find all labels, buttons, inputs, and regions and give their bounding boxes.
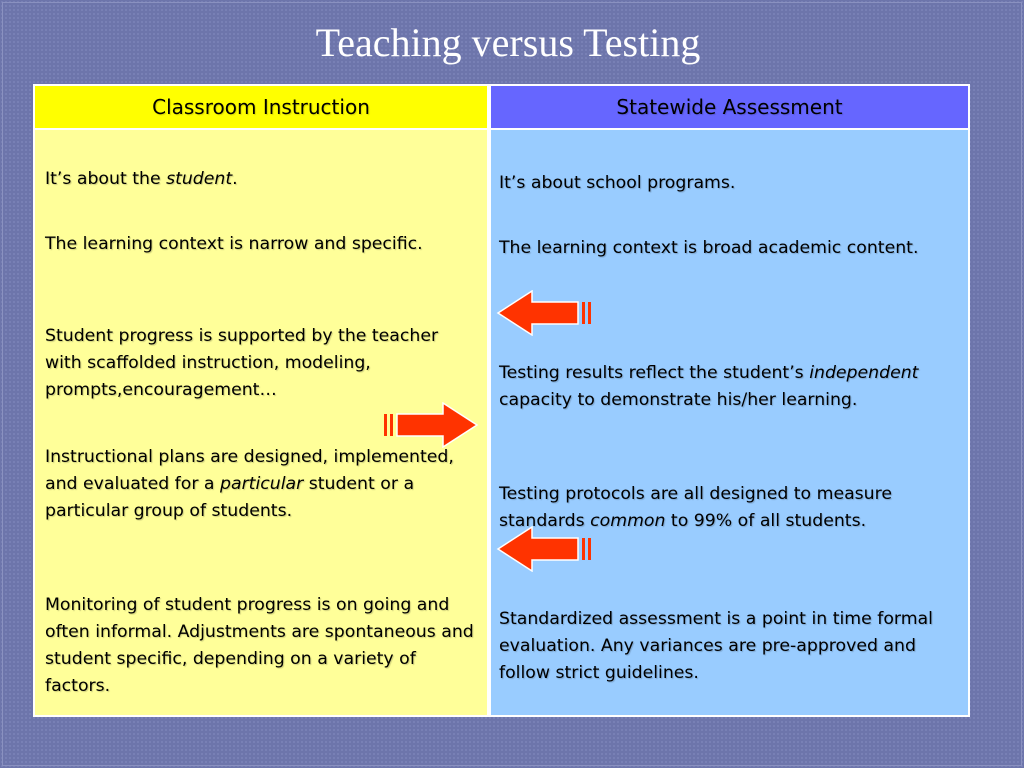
comparison-table bbox=[33, 84, 970, 717]
slide-title: Teaching versus Testing bbox=[315, 20, 701, 65]
left-point-3: Student progress is supported by the teacher with scaffolded instruction, modeling, prompts,encouragement… bbox=[45, 326, 439, 400]
statewide-assessment-cell bbox=[491, 130, 968, 715]
statewide-assessment-header: Statewide Assessment bbox=[491, 86, 968, 128]
left-point-1: It’s about the student. bbox=[45, 169, 238, 189]
left-point-2: The learning context is narrow and specific. bbox=[45, 234, 423, 254]
classroom-instruction-header: Classroom Instruction bbox=[35, 86, 487, 128]
arrow-left-icon bbox=[496, 290, 592, 336]
right-point-3: Testing results reflect the student’s independent capacity to demonstrate his/her learning. bbox=[499, 363, 919, 410]
right-point-1: It’s about school programs. bbox=[499, 173, 736, 193]
left-point-5: Monitoring of student progress is on going and often informal. Adjustments are spontaneous and student specific, depending on a variety of factors. bbox=[45, 595, 474, 696]
arrow-right-icon bbox=[383, 402, 479, 448]
classroom-instruction-column bbox=[35, 86, 487, 715]
right-point-4: Testing protocols are all designed to measure standards common to 99% of all students. bbox=[499, 484, 892, 531]
right-point-5: Standardized assessment is a point in time formal evaluation. Any variances are pre-approved and follow strict guidelines. bbox=[499, 609, 933, 683]
left-point-4: Instructional plans are designed, implemented, and evaluated for a particular student or a particular group of students. bbox=[45, 447, 454, 521]
statewide-assessment-column bbox=[491, 86, 968, 715]
arrow-left-icon bbox=[496, 526, 592, 572]
classroom-instruction-cell bbox=[35, 130, 487, 715]
right-point-2: The learning context is broad academic content. bbox=[499, 238, 919, 258]
